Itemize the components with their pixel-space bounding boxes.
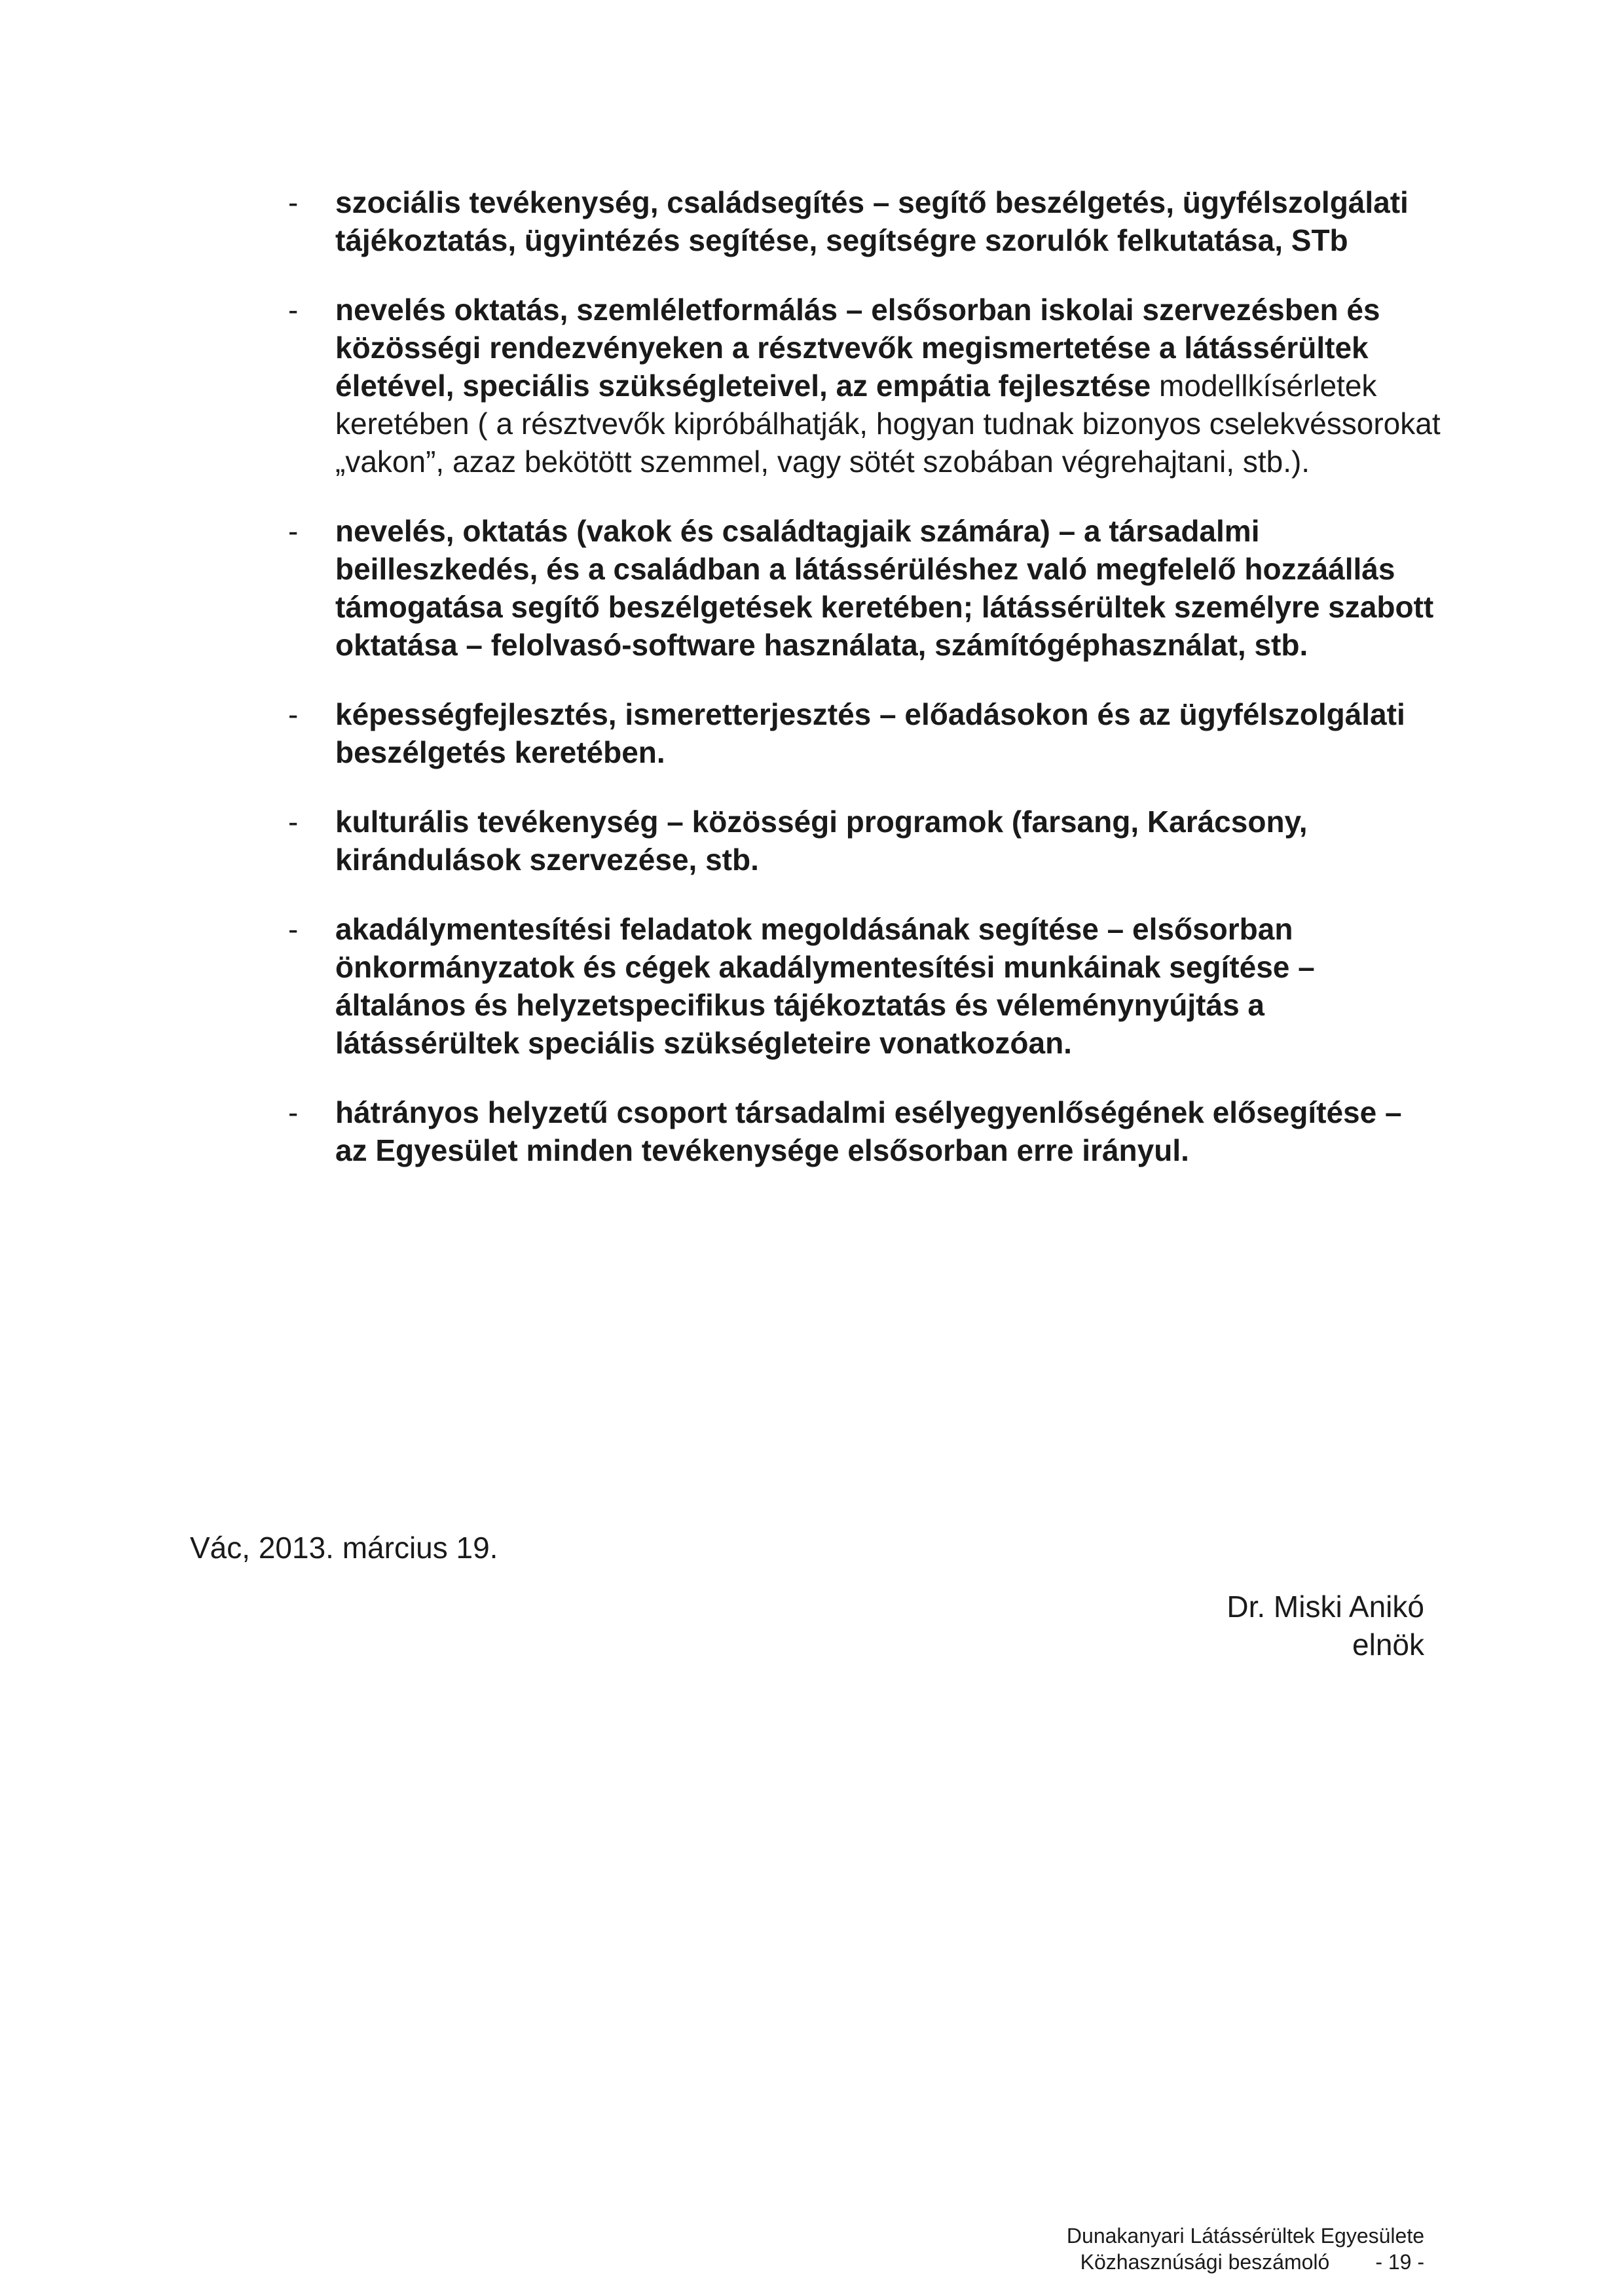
list-item [275, 183, 1441, 259]
footer-report: Közhasznúsági beszámoló [1080, 2250, 1330, 2274]
list-dash: - [288, 1095, 299, 1129]
signature-block [1227, 1588, 1424, 1664]
list-item [275, 803, 1441, 879]
list-dash: - [288, 912, 299, 946]
list-dash: - [288, 185, 299, 219]
list-dash: - [288, 514, 299, 548]
footer-org: Dunakanyari Látássérültek Egyesülete [1066, 2224, 1424, 2248]
list-item [275, 291, 1441, 481]
item-normal-text: modellkísérletek keretében ( a résztvevők kipróbálhatják, hogyan tudnak bizonyos cselekvéssorokat „vakon”, azaz bekötött szemmel, vagy sötét szobában végrehajtani, stb.). [335, 369, 1441, 479]
footer-line [1067, 2249, 1424, 2275]
list-dash: - [288, 293, 299, 327]
item-bold-text: kulturális tevékenység – közösségi programok (farsang, Karácsony, kirándulások szervezése, stb. [335, 805, 1308, 877]
item-bold-text: szociális tevékenység, családsegítés – segítő beszélgetés, ügyfélszolgálati tájékoztatás, ügyintézés segítése, segítségre szorulók felkutatása, STb [335, 185, 1409, 257]
signer-name: Dr. Miski Anikó [1227, 1590, 1424, 1624]
list-dash: - [288, 697, 299, 731]
activity-list [275, 183, 1441, 1201]
item-bold-text: hátrányos helyzetű csoport társadalmi esélyegyenlőségének elősegítése – az Egyesület minden tevékenysége elsősorban erre irányul. [335, 1095, 1402, 1167]
date-line: Vác, 2013. március 19. [190, 1531, 498, 1565]
list-dash: - [288, 805, 299, 839]
item-bold-text: nevelés, oktatás (vakok és családtagjaik számára) – a társadalmi beilleszkedés, és a családban a látássérüléshez való megfelelő hozzáállás támogatása segítő beszélgetések keretében; látássérültek személyre szabott oktatása – felolvasó-software használata, számítógéphasználat, stb. [335, 514, 1434, 662]
page-number: - 19 - [1375, 2250, 1424, 2274]
page-footer [1067, 2223, 1424, 2275]
item-bold-text: nevelés oktatás, szemléletformálás – elsősorban iskolai szervezésben és közösségi rendezvényeken a résztvevők megismertetése a látássérültek életével, speciális szükségleteivel, az empátia fejlesztése [335, 293, 1380, 403]
signer-title: elnök [1352, 1628, 1424, 1662]
list-item [275, 695, 1441, 771]
list-item [275, 512, 1441, 664]
list-item [275, 1093, 1441, 1169]
list-item [275, 910, 1441, 1062]
item-bold-text: akadálymentesítési feladatok megoldásának segítése – elsősorban önkormányzatok és cégek akadálymentesítési munkáinak segítése – általános és helyzetspecifikus tájékoztatás és véleménynyújtás a látássérültek speciális szükségleteire vonatkozóan. [335, 912, 1315, 1060]
item-bold-text: képességfejlesztés, ismeretterjesztés – előadásokon és az ügyfélszolgálati beszélgetés keretében. [335, 697, 1405, 769]
